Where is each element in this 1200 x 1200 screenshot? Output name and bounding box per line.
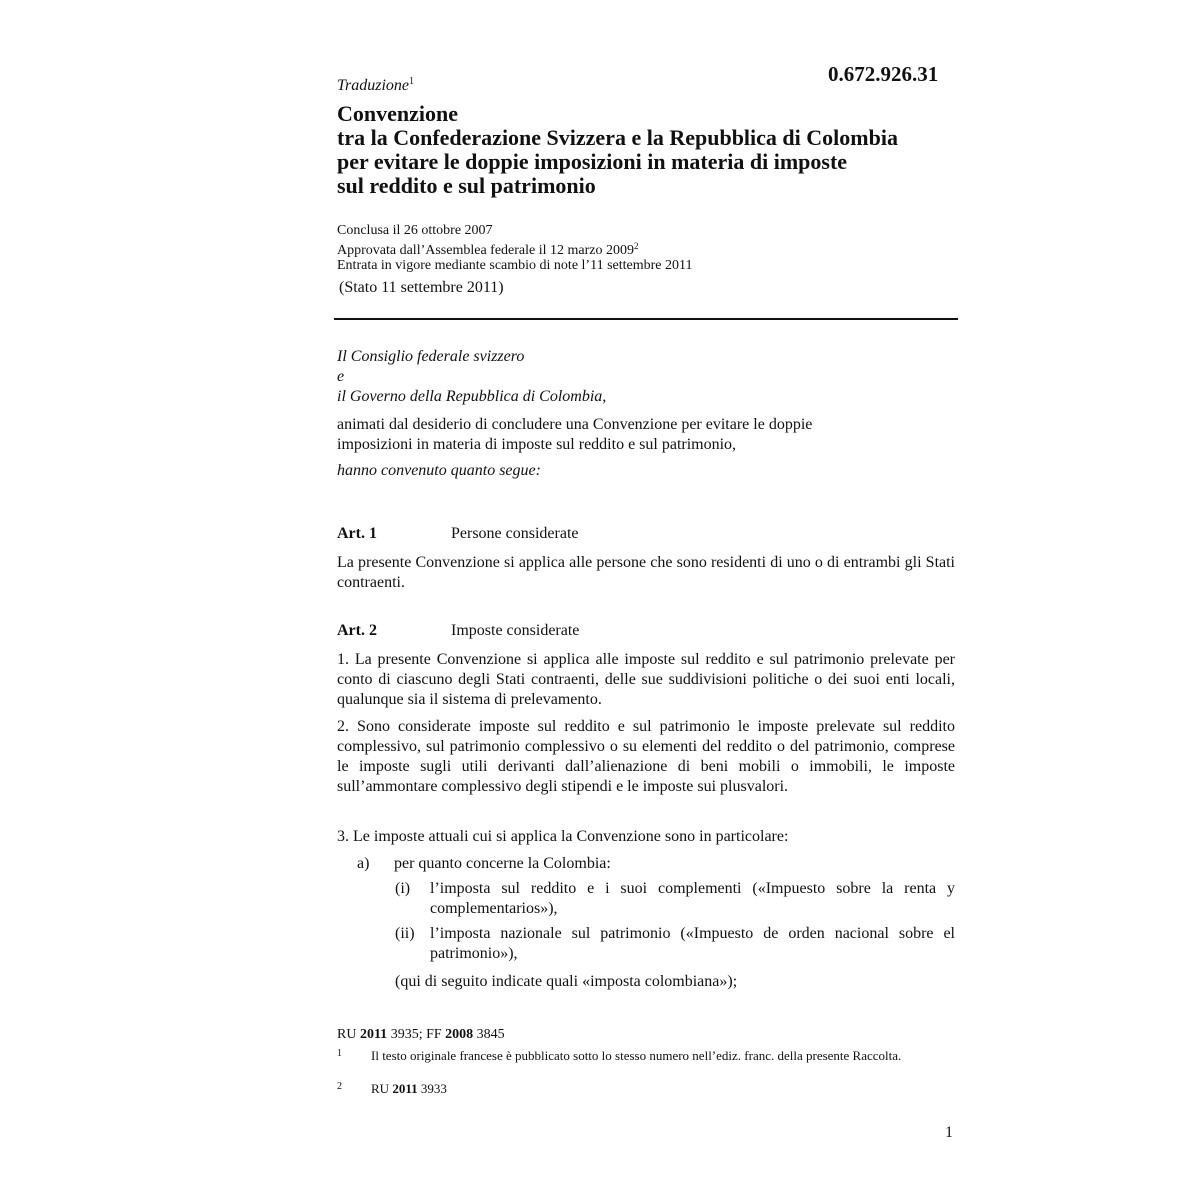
ff-year: 2008 [445,1027,474,1042]
page-number: 1 [945,1124,953,1141]
list-text: per quanto concerne la Colombia: [394,855,611,872]
footnote-text: Il testo originale francese è pubblicato sotto lo stesso numero nell’ediz. franc. della presente Raccolta. [371,1048,902,1063]
ff-page: 3845 [473,1027,505,1042]
official-reference [337,1027,505,1043]
footnote-1 [337,1048,927,1063]
article-2-paragraph-3: 3. Le imposte attuali cui si applica la Convenzione sono in particolare: [337,828,789,845]
article-2-heading [337,622,579,640]
article-1-heading [337,525,579,543]
list-item-i [395,879,955,919]
conjunction: e [337,368,345,385]
ru-page-ff-label: 3935; FF [387,1027,446,1042]
ru-label: RU [337,1027,360,1042]
article-2-paragraph-1: 1. La presente Convenzione si applica alle imposte sul reddito e sul patrimonio prelevate per conto di ciascuno degli Stati contraenti, delle sue suddivisioni politiche o dei suoi enti locali, qualunque sia il sistema di prelevamento. [337,651,955,708]
list-item-ii [395,924,955,964]
footnote-ref-2[interactable]: 2 [634,240,639,251]
document-dates [337,223,692,274]
list-text: l’imposta sul reddito e i suoi complementi («Impuesto sobre la renta y complementarios»), [430,880,955,917]
translation-label [337,76,414,95]
article-title: Imposte considerate [451,622,580,639]
sr-number: 0.672.926.31 [828,62,939,86]
approved-date [337,239,692,259]
article-number: Art. 2 [337,622,377,639]
footnote-text [371,1081,927,1096]
agreed-clause: hanno convenuto quanto segue: [337,462,541,479]
ru-year: 2011 [359,1027,388,1042]
footnote-number: 2 [337,1081,342,1092]
header-divider [334,318,958,320]
approved-text: Approvata dall’Assemblea federale il 12 marzo 2009 [337,242,635,258]
ru-label: RU [371,1081,393,1096]
footnote-2 [337,1081,927,1096]
list-label: (ii) [395,925,415,942]
party-colombia: il Governo della Repubblica di Colombia, [337,388,607,405]
concluded-date: Conclusa il 26 ottobre 2007 [337,223,493,238]
title-line: sul reddito e sul patrimonio [337,173,596,198]
ru-page: 3933 [417,1081,447,1096]
footnote-ref-1[interactable]: 1 [409,76,415,87]
list-text: l’imposta nazionale sul patrimonio («Impuesto de orden nacional sobre el patrimonio»), [430,925,955,962]
list-label: (i) [395,880,411,897]
ru-year: 2011 [392,1081,418,1096]
preamble-line: imposizioni in materia di imposte sul reddito e sul patrimonio, [337,436,737,453]
document-title [337,102,898,198]
title-line: Convenzione [337,101,458,126]
article-1-text: La presente Convenzione si applica alle persone che sono residenti di uno o di entrambi gli Stati contraenti. [337,554,955,591]
status-date: (Stato 11 settembre 2011) [339,279,504,296]
article-title: Persone considerate [451,525,579,542]
title-line: per evitare le doppie imposizioni in materia di imposte [337,149,848,174]
article-number: Art. 1 [337,525,377,542]
hereinafter-clause: (qui di seguito indicate quali «imposta colombiana»); [395,973,738,990]
preamble [337,347,957,481]
list-label: a) [357,855,370,872]
list-item-a [357,855,611,873]
footnote-number: 1 [337,1048,342,1059]
party-switzerland: Il Consiglio federale svizzero [337,348,525,365]
in-force-date: Entrata in vigore mediante scambio di note l’11 settembre 2011 [337,258,693,273]
title-line: tra la Confederazione Svizzera e la Repubblica di Colombia [337,125,898,150]
preamble-line: animati dal desiderio di concludere una Convenzione per evitare le doppie [337,416,813,433]
article-2-paragraph-2: 2. Sono considerate imposte sul reddito e sul patrimonio le imposte prelevate sul reddito complessivo, sul patrimonio complessivo o su elementi del reddito o del patrimonio, comprese le imposte sugli utili derivanti dall’alienazione di beni mobili o immobili, le imposte sull’ammontare complessivo degli stipendi e le imposte sui plusvalori. [337,718,955,795]
translation-text: Traduzione [337,77,410,94]
